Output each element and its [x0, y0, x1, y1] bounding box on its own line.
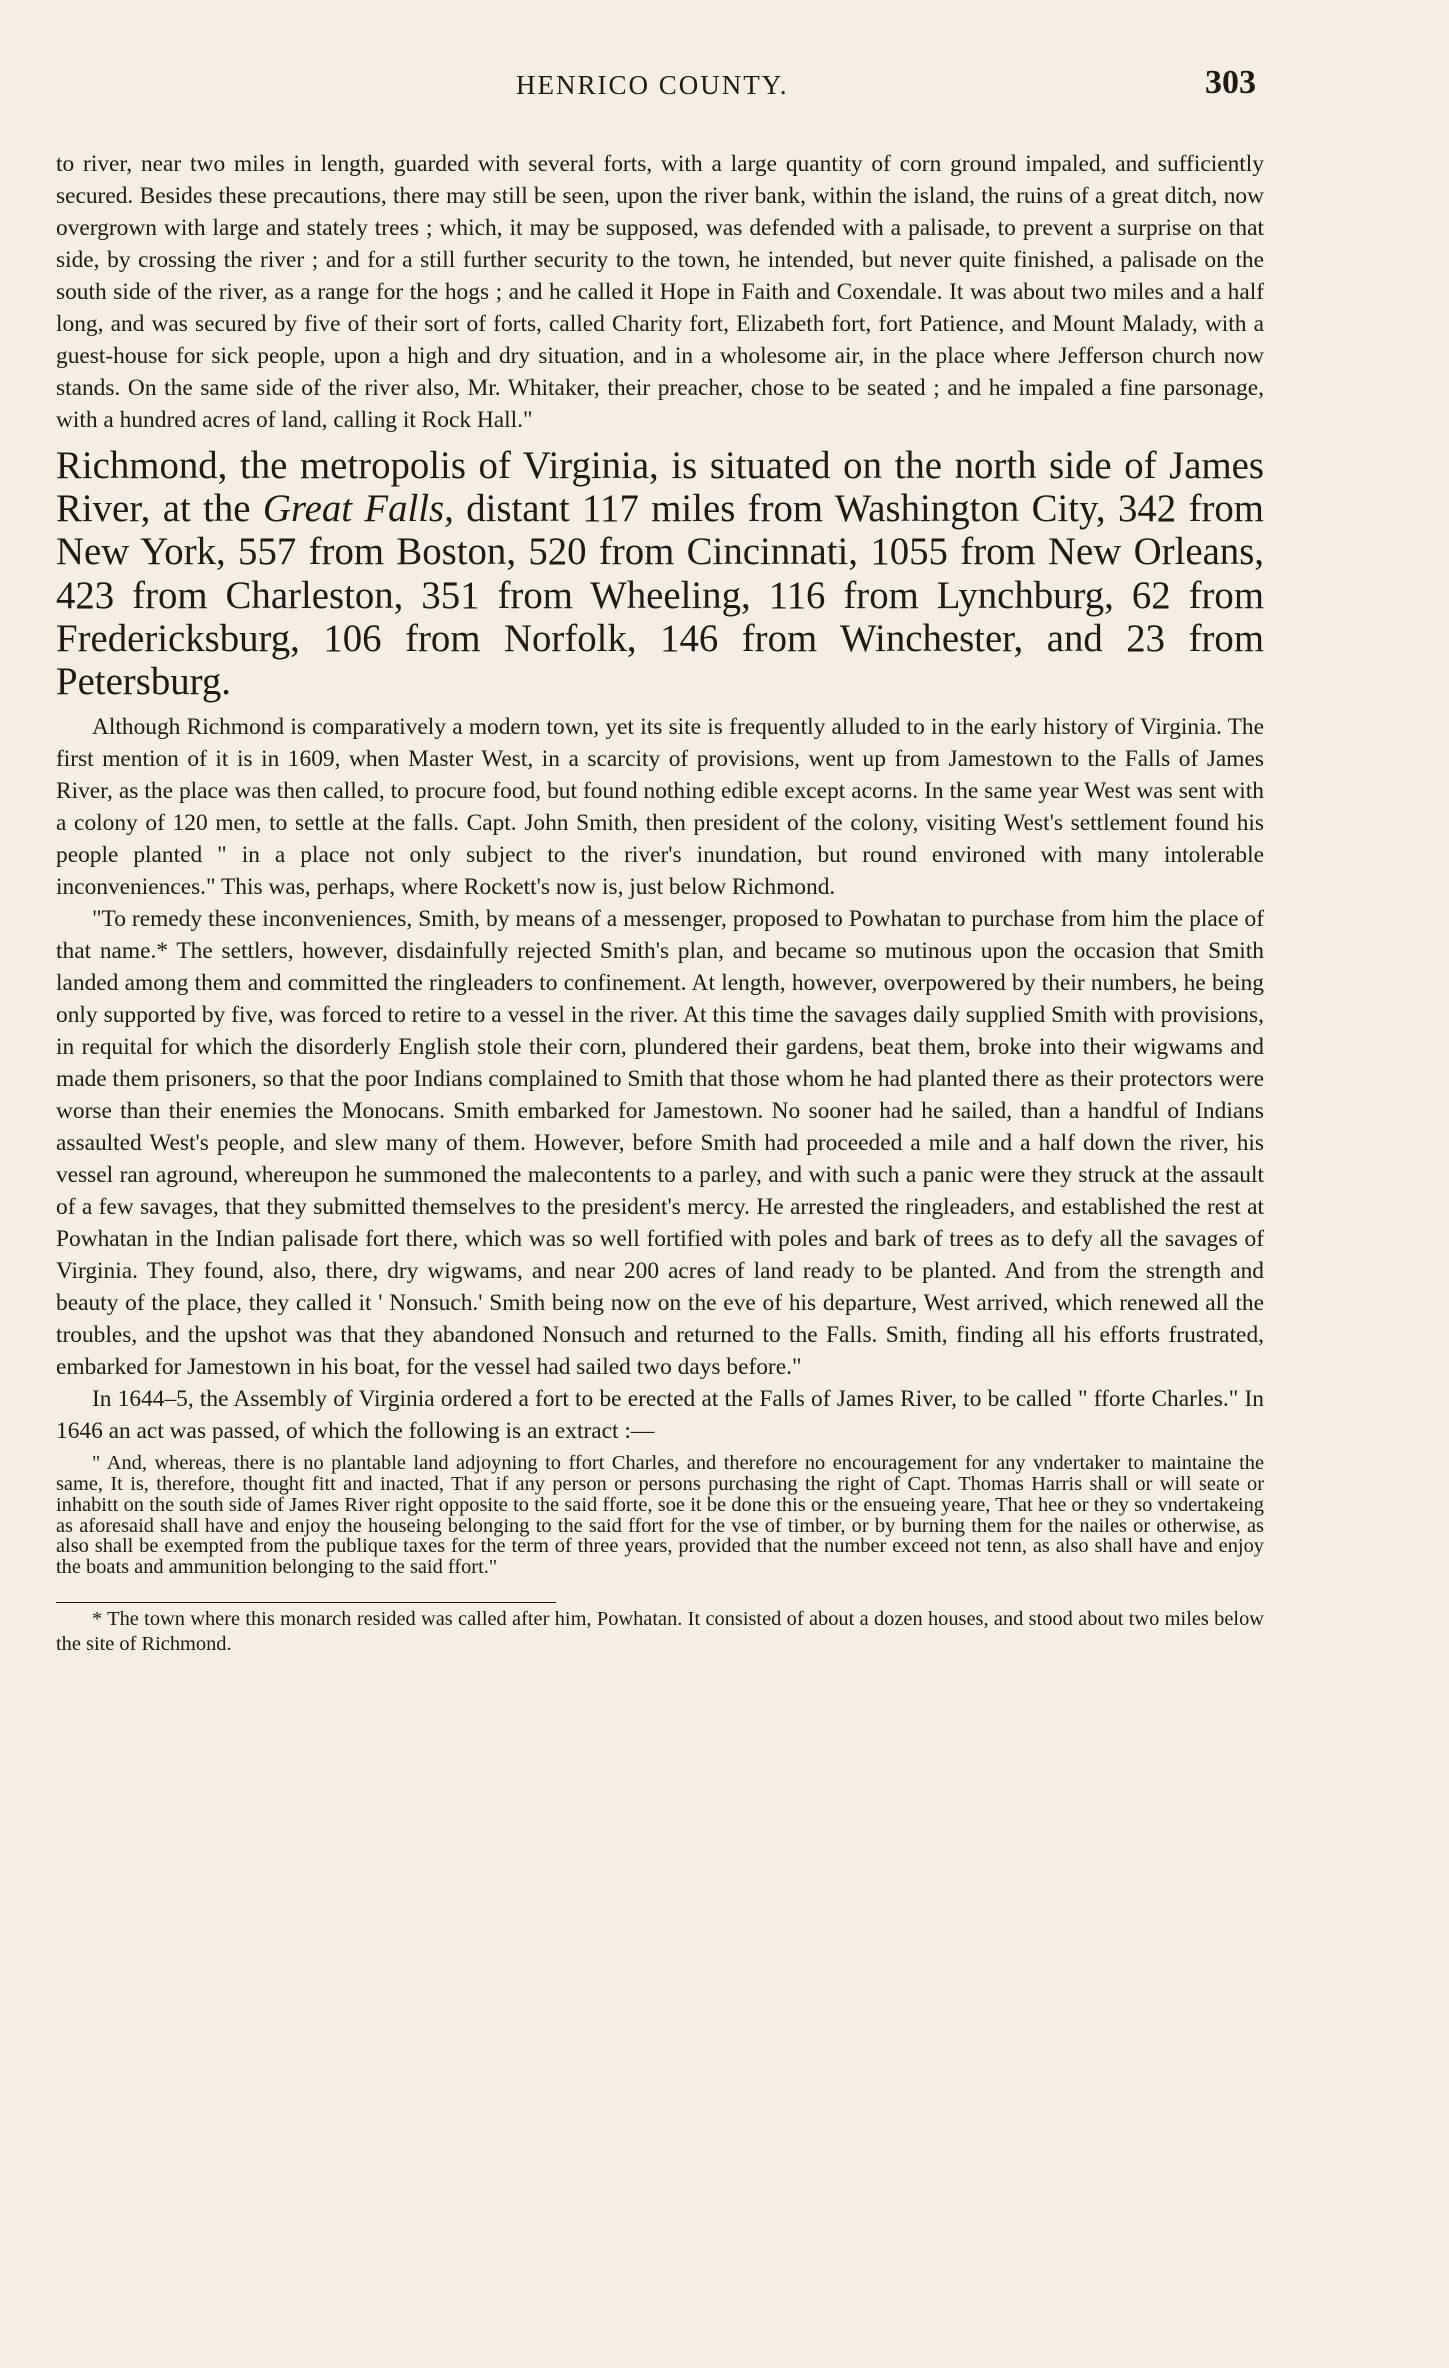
page-number: 303	[1205, 64, 1256, 101]
summary-text-end: distant 117 miles from Washington City, 342 from New York, 557 from Boston, 520 from Cincinnati, 1055 from New Orleans, 423 from Charleston, 351 from Wheeling, 116 from Lynchburg, 62 from Fredericksburg, 106 from Norfolk, 146 from Winchester, and 23 from Petersburg.	[56, 487, 1264, 704]
footnote: * The town where this monarch resided was called after him, Powhatan. It consisted of about a dozen houses, and stood about two miles below the site of Richmond.	[56, 1608, 1264, 1655]
footnote-divider	[56, 1602, 556, 1603]
summary-text-start: Richmond, the metropolis of Virginia, is situated on the north side of James River, at the	[56, 444, 1264, 531]
paragraph-fort-charles: In 1644–5, the Assembly of Virginia ordered a fort to be erected at the Falls of James River, to be called " fforte Charles." In 1646 an act was passed, of which the following is an extract :—	[56, 1386, 1264, 1445]
paragraph-richmond-summary	[56, 444, 1264, 703]
paragraph-continued: to river, near two miles in length, guarded with several forts, with a large quantity of corn ground impaled, and sufficiently secured. Besides these precautions, there may still be seen, upon the river bank, within the island, the ruins of a great ditch, now overgrown with large and stately trees ; which, it may be supposed, was defended with a palisade, to prevent a surprise on that side, by crossing the river ; and for a still further security to the town, he intended, but never quite finished, a palisade on the south side of the river, as a range for the hogs ; and he called it Hope in Faith and Coxendale. It was about two miles and a half long, and was secured by five of their sort of forts, called Charity fort, Elizabeth fort, fort Patience, and Mount Malady, with a guest-house for sick people, upon a high and dry situation, and in a wholesome air, in the place where Jefferson church now stands. On the same side of the river also, Mr. Whitaker, their preacher, chose to be seated ; and he impaled a fine parsonage, with a hundred acres of land, calling it Rock Hall."	[56, 151, 1264, 433]
paragraph-smith-quote: "To remedy these inconveniences, Smith, by means of a messenger, proposed to Powhatan to purchase from him the place of that name.* The settlers, however, disdainfully rejected Smith's plan, and became so mutinous upon the occasion that Smith landed among them and committed the ringleaders to confinement. At length, however, overpowered by their numbers, he being only supported by five, was forced to retire to a vessel in the river. At this time the savages daily supplied Smith with provisions, in requital for which the disorderly English stole their corn, plundered their gardens, beat them, broke into their wigwams and made them prisoners, so that the poor Indians complained to Smith that those whom he had planted there as their protectors were worse than their enemies the Monocans. Smith embarked for Jamestown. No sooner had he sailed, than a handful of Indians assaulted West's people, and slew many of them. However, before Smith had proceeded a mile and a half down the river, his vessel ran aground, whereupon he summoned the malecontents to a parley, and with such a panic were they struck at the assault of a few savages, that they submitted themselves to the president's mercy. He arrested the ringleaders, and established the rest at Powhatan in the Indian palisade fort there, which was so well fortified with poles and bark of trees as to defy all the savages of Virginia. They found, also, there, dry wigwams, and near 200 acres of land ready to be planted. And from the strength and beauty of the place, they called it ' Nonsuch.' Smith being now on the eve of his departure, West arrived, which renewed all the troubles, and the upshot was that they abandoned Nonsuch and returned to the Falls. Smith, finding all his efforts frustrated, embarked for Jamestown in his boat, for the vessel had sailed two days before."	[56, 906, 1264, 1381]
great-falls-italic: Great Falls,	[262, 487, 454, 531]
running-head: HENRICO COUNTY.	[516, 70, 789, 100]
paragraph-history: Although Richmond is comparatively a modern town, yet its site is frequently alluded to in the early history of Virginia. The first mention of it is in 1609, when Master West, in a scarcity of provisions, went up from Jamestown to the Falls of James River, as the place was then called, to procure food, but found nothing edible except acorns. In the same year West was sent with a colony of 120 men, to settle at the falls. Capt. John Smith, then president of the colony, visiting West's settlement found his people planted " in a place not only subject to the river's inundation, but round environed with many intolerable inconveniences." This was, perhaps, where Rockett's now is, just below Richmond.	[56, 714, 1264, 901]
page-body	[56, 148, 1264, 1657]
paragraph-act-extract: " And, whereas, there is no plantable land adjoyning to ffort Charles, and therefore no encouragement for any vndertaker to maintaine the same, It is, therefore, thought fitt and inacted, That if any person or persons purchasing the right of Capt. Thomas Harris shall or will seate or inhabitt on the south side of James River right opposite to the said fforte, soe it be done this or the ensueing yeare, That hee or they so vndertakeing as aforesaid shall have and enjoy the houseing belonging to the said ffort for the vse of timber, or by burning them for the nailes or otherwise, as also shall be exempted from the publique taxes for the term of three years, provided that the number exceed not tenn, as also shall have and enjoy the boats and ammunition belonging to the said ffort."	[56, 1452, 1264, 1579]
page-header	[56, 64, 1256, 110]
